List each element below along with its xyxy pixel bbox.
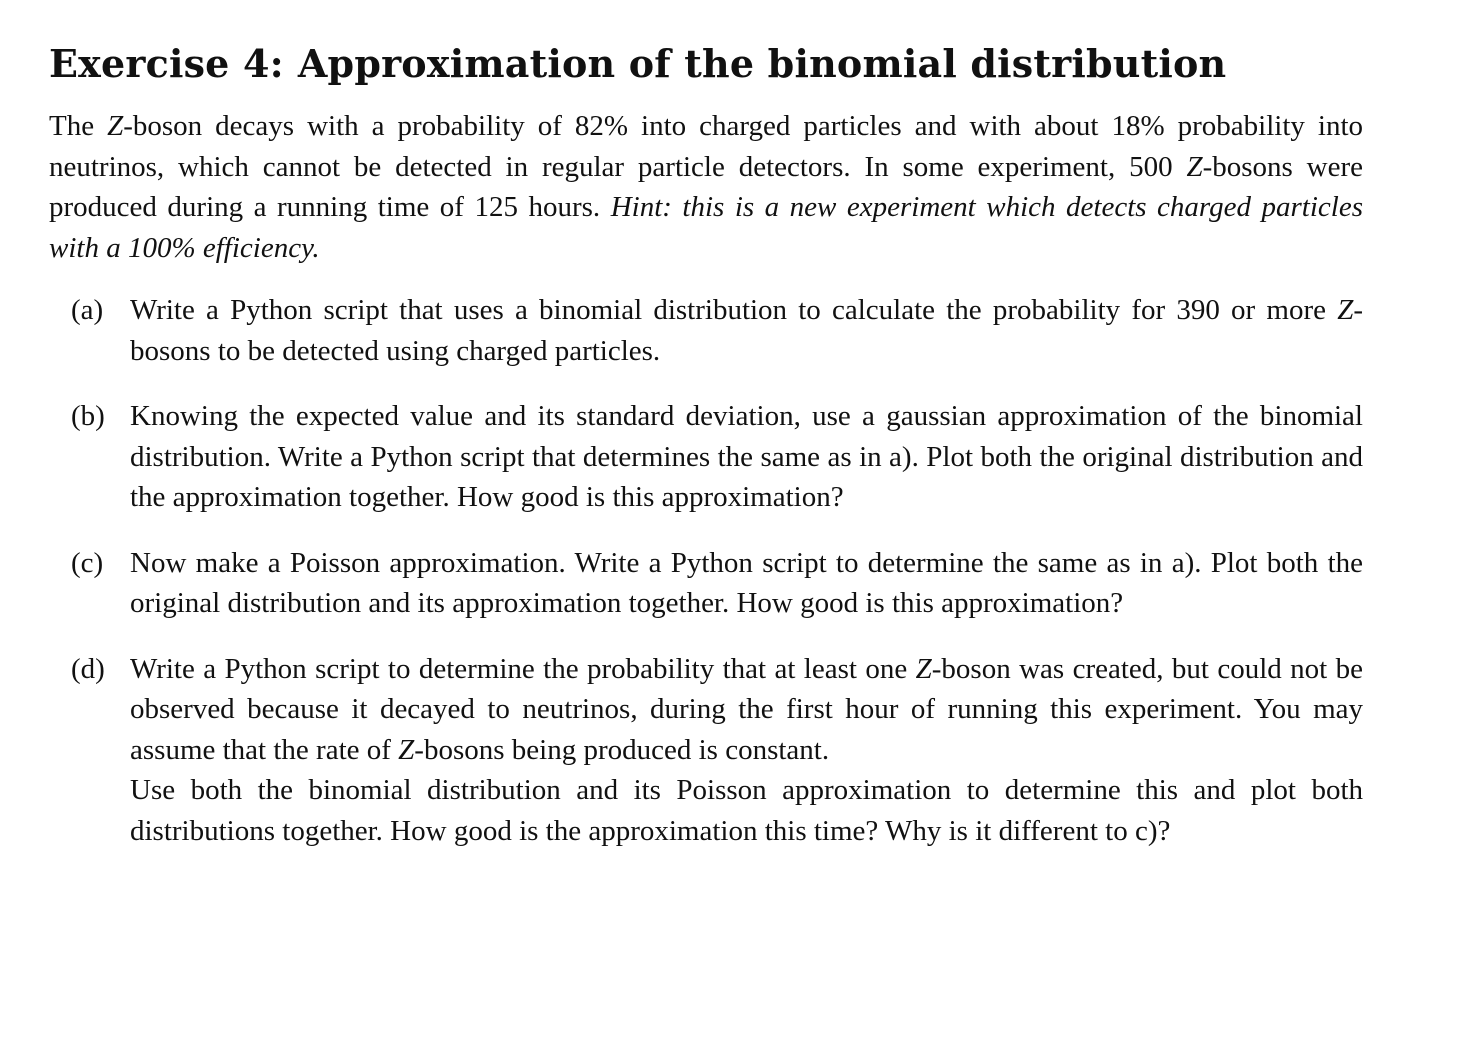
subtask-text	[130, 649, 1363, 771]
exercise-page	[49, 38, 1363, 876]
hint-text: Hint: this is a new experiment which detects charged particles with a 100% efficiency.	[49, 191, 1364, 264]
math-z: Z	[915, 652, 932, 685]
subtask-text-part: -boson was created, but could not be observed because it decayed to neutrinos, during the first hour of running this experiment. You may assume that the rate of	[130, 652, 1363, 766]
intro-text-3: -bosons were produced during a running time of 125 hours.	[49, 150, 1363, 223]
subtask-a	[49, 290, 1363, 371]
subtask-text-part: Write a Python script that uses a binomial distribution to calculate the probability for 390 or more	[130, 294, 1338, 326]
intro-text-2: -boson decays with a probability of 82% into charged particles and with about 18% probability into neutrinos, which cannot be detected in regular particle detectors. In some experiment, 500	[49, 110, 1363, 183]
subtask-label: (a)	[71, 294, 104, 326]
subtask-text-part: -bosons being produced is constant.	[414, 733, 830, 766]
math-z: Z	[398, 733, 415, 766]
subtask-text-part: Write a Python script to determine the probability that at least one	[130, 652, 916, 685]
math-z: Z	[1337, 294, 1354, 326]
subtask-list	[49, 290, 1363, 851]
subtask-b	[49, 396, 1363, 518]
math-z: Z	[1186, 150, 1203, 183]
exercise-number: Exercise 4:	[49, 41, 284, 86]
subtask-label: (d)	[71, 652, 105, 685]
math-z: Z	[107, 110, 124, 142]
subtask-c	[49, 543, 1363, 624]
intro-paragraph	[49, 106, 1363, 268]
subtask-text-continued: Use both the binomial distribution and its Poisson approximation to determine this and plot both distributions together. How good is the approximation this time? Why is it different to c)?	[130, 774, 1363, 847]
intro-text-1: The	[49, 110, 108, 142]
subtask-d	[49, 649, 1363, 852]
subtask-text	[130, 290, 1363, 371]
exercise-title: Approximation of the binomial distribution	[297, 41, 1227, 86]
exercise-heading	[49, 38, 1363, 90]
subtask-label: (c)	[71, 546, 104, 579]
subtask-text: Knowing the expected value and its standard deviation, use a gaussian approximation of the binomial distribution. Write a Python script that determines the same as in a). Plot both the original distribution and the approximation together. How good is this approximation?	[130, 400, 1363, 513]
subtask-text-part: -bosons to be detected using charged particles.	[130, 294, 1363, 367]
subtask-label: (b)	[71, 400, 105, 432]
subtask-text: Now make a Poisson approximation. Write a Python script to determine the same as in a). Plot both the original distribution and its approximation together. How good is this approximation?	[130, 546, 1363, 619]
